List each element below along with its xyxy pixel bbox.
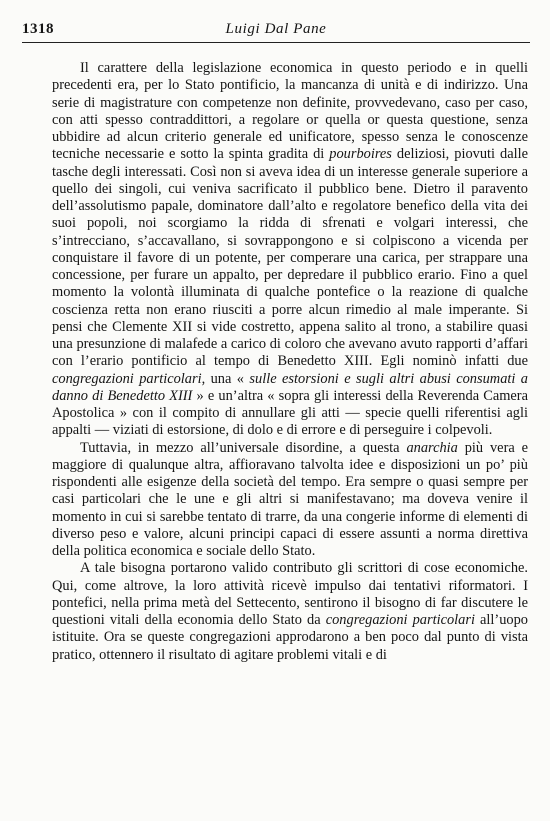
paragraph [52, 560, 528, 664]
text-run: deliziosi, piovuti dalle tasche degli interessati. Così non si aveva idea di un interesse generale superiore a quello dei singoli, cui veniva sacrificato il pubblico bene. Dietro il paravento dell’assolutismo papale, dominatore dall’alto e regolatore benefico della vita dei suoi popoli, noi scorgiamo la ridda di sfrenati e volgari interessi, che s’intrecciano, s’accavallano, si sovrappongono e si colpiscono a vicenda per conquistare il favore di un potente, per comperare una carica, per strappare una concessione, per furare un appalto, per depredare il pubblico erario. Fino a quel momento la volontà illuminata di qualche pontefice o la reazione di qualche coscienza retta non erano riusciti a porre alcun rimedio al male imperante. Si pensi che Clemente XII si vide costretto, appena salito al trono, a stabilire quasi una presunzione di malafede a carico di coloro che avevano avuto rapporti d’affari con l’erario pontificio al tempo di Benedetto XIII. Egli nominò infatti due [52, 146, 528, 370]
text-run: Il carattere della legislazione economica in questo periodo e in quelli precedenti era, per lo Stato pontificio, la mancanza di unità e di indirizzo. Una serie di magistrature con competenze non definite, provvedevano, caso per caso, con atti spesso contraddittori, a regolare or quella or questa questione, senza ubbidire ad alcun criterio generale ed unificatore, spesso senza le conoscenze tecniche necessarie e sotto la spinta gradita di [52, 60, 528, 163]
running-head-author: Luigi Dal Pane [225, 21, 327, 37]
italic-run: congregazioni particolari [52, 370, 202, 387]
italic-run: pourboires [329, 146, 392, 163]
text-run: A tale bisogna portarono valido contributo gli scrittori di cose economiche. Qui, come altrove, la loro attività ricevè impulso dai tentativi riformatori. I pontefici, nella prima metà del Settecento, sentirono il bisogno di far discutere le questioni vitali della economia dello Stato da [52, 560, 528, 628]
italic-run: anarchia [406, 439, 458, 456]
text-run: Tuttavia, in mezzo all’universale disordine, a questa [80, 439, 407, 456]
text-run: all’uopo istituite. Ora se queste congregazioni approdarono a ben poco dal punto di vista pratico, ottennero il risultato di agitare problemi vitali e di [52, 612, 529, 663]
page-header [22, 20, 530, 43]
page-number: 1318 [22, 21, 54, 37]
text-run: , una « [201, 370, 250, 387]
paragraph [52, 440, 528, 561]
text-run: » e un’altra « sopra gli interessi della Reverenda Camera Apostolica » con il compito di annullare gli atti — specie quelli riferentisi agli appalti — viziati di estorsione, di dolo e di errore e di perseguire i colpevoli. [52, 387, 528, 439]
text-run: più vera e maggiore di qualunque altra, affioravano talvolta idee e disposizioni un po’ più rispondenti alle esigenze della società del tempo. Era sempre o quasi sempre per casi particolari che le une e gli altri si manifestavano; ma doveva venire il momento in cui si sarebbe tentato di trarre, da una congerie informe di elementi di diverso peso e valore, alcuni principi capaci di essere assunti a norma direttiva della politica economica e sociale dello Stato. [52, 439, 528, 559]
italic-run: congregazioni particolari [325, 612, 475, 628]
body-text [52, 60, 528, 664]
italic-run: sulle estorsioni e sugli altri abusi consumati a danno di Benedetto XIII [52, 370, 528, 404]
paragraph [52, 60, 528, 440]
